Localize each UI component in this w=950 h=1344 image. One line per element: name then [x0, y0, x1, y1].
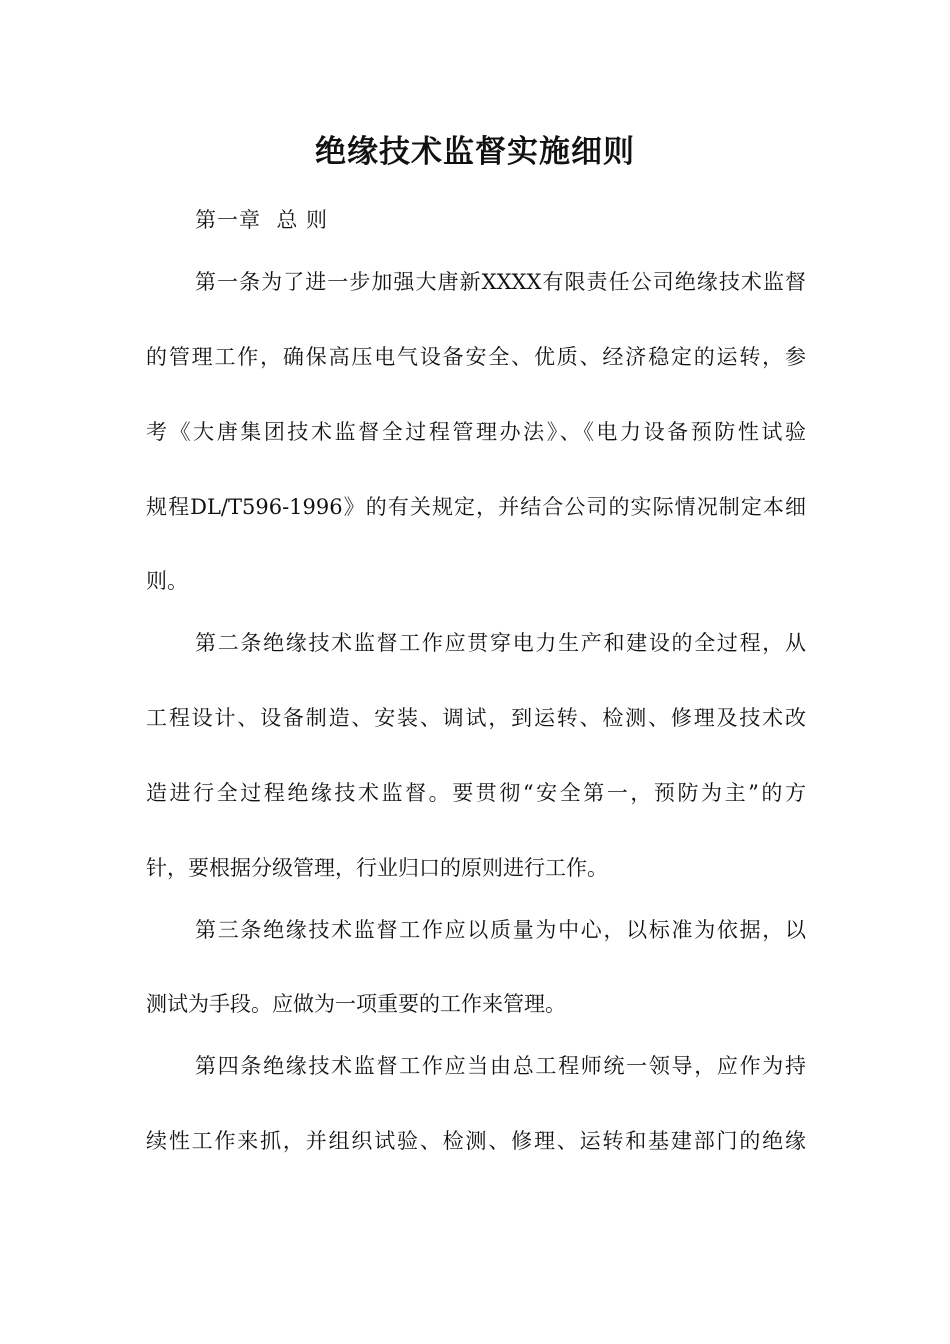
paragraph-line: 的管理工作，确保高压电气设备安全、优质、经济稳定的运转，参: [146, 345, 806, 369]
paragraph-line: 第三条绝缘技术监督工作应以质量为中心，以标准为依据，以: [195, 918, 806, 942]
paragraph-line: 第一条为了进一步加强大唐新XXXX有限责任公司绝缘技术监督: [195, 270, 806, 294]
paragraph-line: 则。: [146, 569, 188, 593]
paragraph-line: 工程设计、设备制造、安装、调试，到运转、检测、修理及技术改: [146, 706, 806, 730]
paragraph-line: 造进行全过程绝缘技术监督。要贯彻“安全第一，预防为主”的方: [146, 781, 806, 805]
chapter-heading: 第一章 总 则: [195, 208, 329, 232]
paragraph-line: 考《大唐集团技术监督全过程管理办法》、《电力设备预防性试验: [146, 420, 806, 444]
document-title: 绝缘技术监督实施细则: [315, 134, 635, 170]
paragraph-line: 针，要根据分级管理，行业归口的原则进行工作。: [146, 856, 608, 880]
paragraph-line: 规程DL/T596-1996》的有关规定，并结合公司的实际情况制定本细: [146, 495, 806, 519]
paragraph-line: 第二条绝缘技术监督工作应贯穿电力生产和建设的全过程，从: [195, 631, 806, 655]
paragraph-line: 测试为手段。应做为一项重要的工作来管理。: [146, 992, 566, 1016]
paragraph-line: 第四条绝缘技术监督工作应当由总工程师统一领导，应作为持: [195, 1054, 806, 1078]
paragraph-line: 续性工作来抓，并组织试验、检测、修理、运转和基建部门的绝缘: [146, 1129, 806, 1153]
